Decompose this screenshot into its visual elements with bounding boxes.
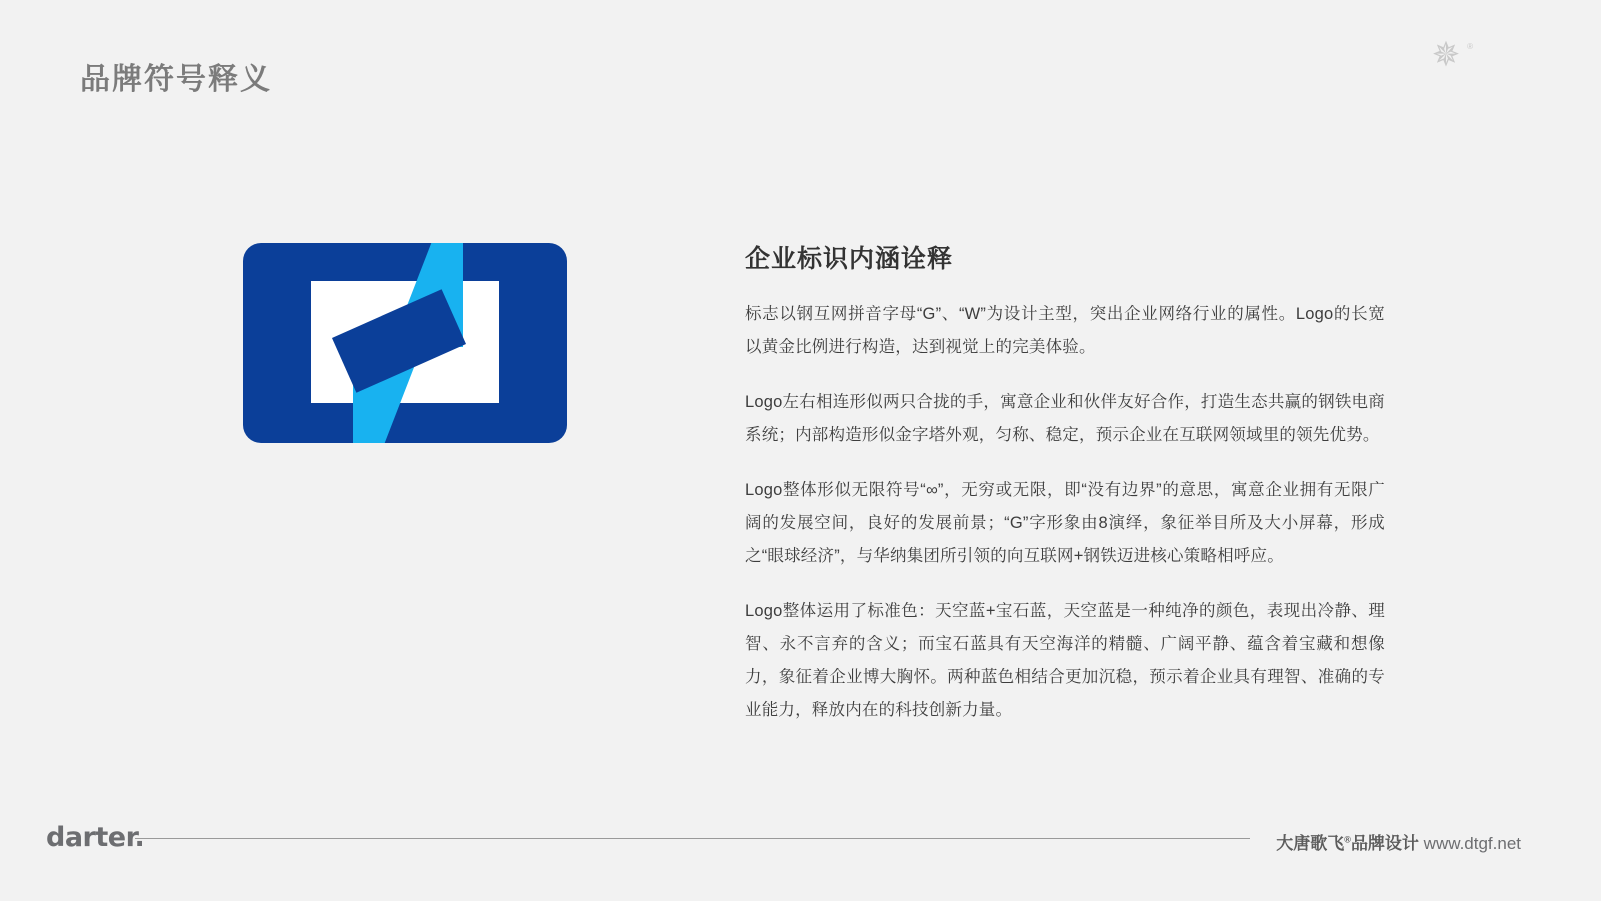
footer-website: www.dtgf.net [1423,834,1521,853]
asterisk-star-icon: ✵ [1431,35,1461,75]
footer-studio-suffix: 品牌设计 [1350,834,1419,853]
corner-brand-mark [1427,36,1473,82]
content-column [745,243,1385,727]
registered-symbol: ® [1467,42,1473,51]
content-title: 企业标识内涵诠释 [745,245,954,273]
footer-brand-text: darter [46,822,135,853]
brand-logo [243,243,567,443]
footer-brand-logo [46,822,144,853]
paragraph-2: Logo左右相连形似两只合拢的手，寓意企业和伙伴友好合作，打造生态共赢的钢铁电商系统；内部构造形似金字塔外观，匀称、稳定，预示企业在互联网领域里的领先优势。 [745,392,1385,444]
paragraph-3: Logo整体形似无限符号“∞”，无穷或无限，即“没有边界”的意思，寓意企业拥有无限广阔的发展空间，良好的发展前景；“G”字形象由8演绎，象征举目所及大小屏幕，形成之“眼球经济”，与华纳集团所引领的向互联网+钢铁迈进核心策略相呼应。 [745,480,1385,565]
logo-rounded-square [243,243,567,443]
page-title: 品牌符号释义 [80,63,272,96]
paragraph-1: 标志以钢互网拼音字母“G”、“W”为设计主型，突出企业网络行业的属性。Logo的长宽以黄金比例进行构造，达到视觉上的完美体验。 [745,304,1385,356]
footer-credit [1276,829,1521,854]
footer-divider [135,838,1250,839]
paragraph-4: Logo整体运用了标准色：天空蓝+宝石蓝，天空蓝是一种纯净的颜色，表现出冷静、理智、永不言弃的含义；而宝石蓝具有天空海洋的精髓、广阔平静、蕴含着宝藏和想像力，象征着企业博大胸怀。两种蓝色相结合更加沉稳，预示着企业具有理智、准确的专业能力，释放内在的科技创新力量。 [745,601,1385,719]
footer-studio-registered: ® [1344,834,1351,845]
footer-studio-name: 大唐歌飞 [1276,834,1345,853]
